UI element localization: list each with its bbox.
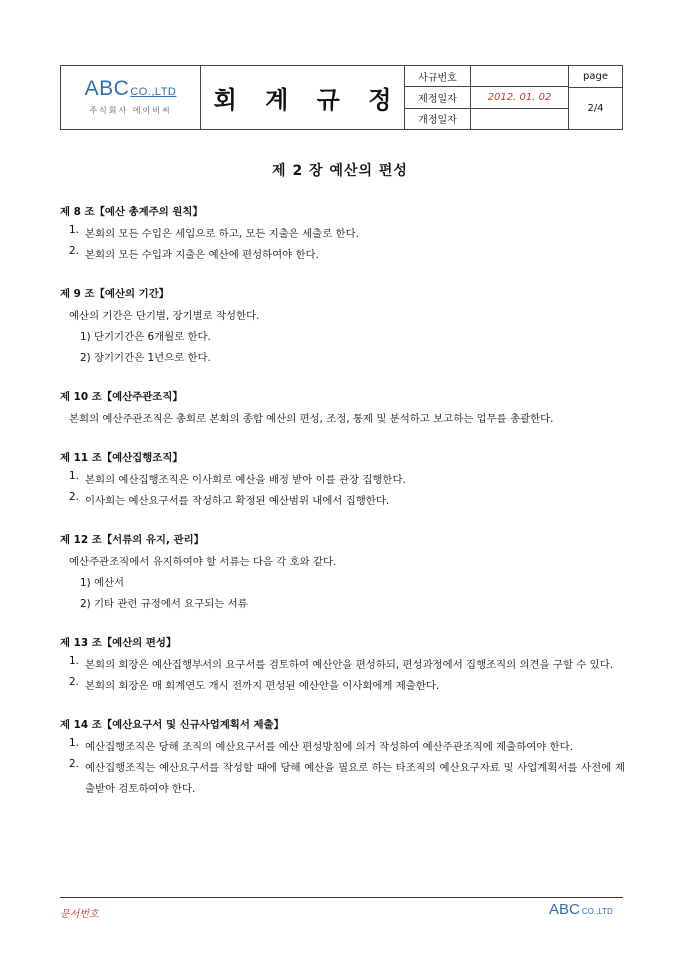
article-14 — [60, 716, 625, 800]
article-8 — [60, 203, 625, 266]
list-item: 1. 본회의 회장은 예산집행부서의 요구서를 검토하여 예산안을 편성하되, 편성과정에서 집행조직의 의견을 구할 수 있다. — [69, 655, 614, 671]
document-title-cell — [201, 66, 405, 129]
meta-label-revised: 개정일자 — [418, 115, 457, 127]
list-item: 2. 본회의 모든 수입과 지출은 예산에 편성하여야 한다. — [69, 245, 319, 261]
logo-suffix: CO.,LTD — [130, 86, 177, 98]
article-title: 제 13 조【예산의 편성】 — [60, 637, 177, 649]
article-intro: 예산주관조직에서 유지하여야 할 서류는 다음 각 호와 같다. — [69, 556, 337, 568]
logo-text: ABC — [84, 77, 130, 100]
article-title: 제 8 조【예산 총계주의 원칙】 — [60, 206, 203, 218]
article-9 — [60, 285, 625, 369]
article-intro: 예산의 기간은 단기별, 장기별로 작성한다. — [69, 310, 260, 322]
article-text: 본회의 예산주관조직은 총회로 본회의 종합 예산의 편성, 조정, 통제 및 분석하고 보고하는 업무를 총괄한다. — [69, 413, 554, 425]
logo-subtitle: 주식회사 에이비씨 — [89, 106, 172, 115]
sub-item: 2) 장기기간은 1년으로 한다. — [80, 352, 211, 364]
list-item: 1. 본회의 모든 수입은 세입으로 하고, 모든 지출은 세출로 한다. — [69, 224, 359, 240]
meta-value-enacted-date: 2012. 01. 02 — [471, 87, 568, 108]
document-header — [60, 65, 623, 130]
footer-divider — [60, 897, 623, 898]
article-title: 제 9 조【예산의 기간】 — [60, 288, 170, 300]
article-title: 제 12 조【서류의 유지, 관리】 — [60, 534, 204, 546]
footer-logo-text: ABC — [549, 901, 580, 918]
sub-item: 2) 기타 관련 규정에서 요구되는 서류 — [80, 598, 248, 610]
list-item: 2. 예산집행조직는 예산요구서를 작성할 때에 당해 예산을 필요로 하는 타조직의 예산요구자료 및 사업계획서를 사전에 제출받아 검토하여야 한다. — [69, 758, 625, 795]
company-logo — [61, 66, 201, 129]
sub-item: 1) 단기기간은 6개월로 한다. — [80, 331, 211, 343]
chapter-title: 제 2 장 예산의 편성 — [272, 163, 408, 179]
page-label: page — [569, 66, 622, 88]
document-body — [60, 203, 625, 819]
list-item: 2. 이사회는 예산요구서를 작성하고 확정된 예산범위 내에서 집행한다. — [69, 491, 390, 507]
footer-logo — [549, 901, 613, 918]
article-10 — [60, 388, 625, 430]
article-title: 제 10 조【예산주관조직】 — [60, 391, 183, 403]
article-title: 제 11 조【예산집행조직】 — [60, 452, 183, 464]
meta-value-rule-no — [471, 66, 568, 87]
meta-value-revised — [471, 109, 568, 129]
article-13 — [60, 634, 625, 697]
article-12 — [60, 531, 625, 615]
page-number: 2/4 — [587, 103, 604, 114]
article-title: 제 14 조【예산요구서 및 신규사업계획서 제출】 — [60, 719, 284, 731]
footer-document-number-label: 문서번호 — [60, 909, 99, 920]
meta-label-enacted: 제정일자 — [405, 87, 470, 108]
footer-logo-suffix: CO.,LTD — [581, 907, 613, 916]
list-item: 1. 예산집행조직은 당해 조직의 예산요구서를 예산 편성방침에 의거 작성하여 예산주관조직에 제출하여야 한다. — [69, 737, 574, 753]
meta-block — [405, 66, 569, 129]
sub-item: 1) 예산서 — [80, 577, 125, 589]
list-item: 2. 본회의 회장은 매 회계연도 개시 전까지 편성된 예산안을 이사회에게 제출한다. — [69, 676, 440, 692]
list-item: 1. 본회의 예산집행조직은 이사회로 예산을 배정 받아 이를 관장 집행한다. — [69, 470, 406, 486]
article-11 — [60, 449, 625, 512]
page-cell — [569, 66, 622, 129]
document-title: 회 계 규 정 — [213, 86, 402, 114]
meta-label-rule-no: 사규번호 — [405, 66, 470, 87]
